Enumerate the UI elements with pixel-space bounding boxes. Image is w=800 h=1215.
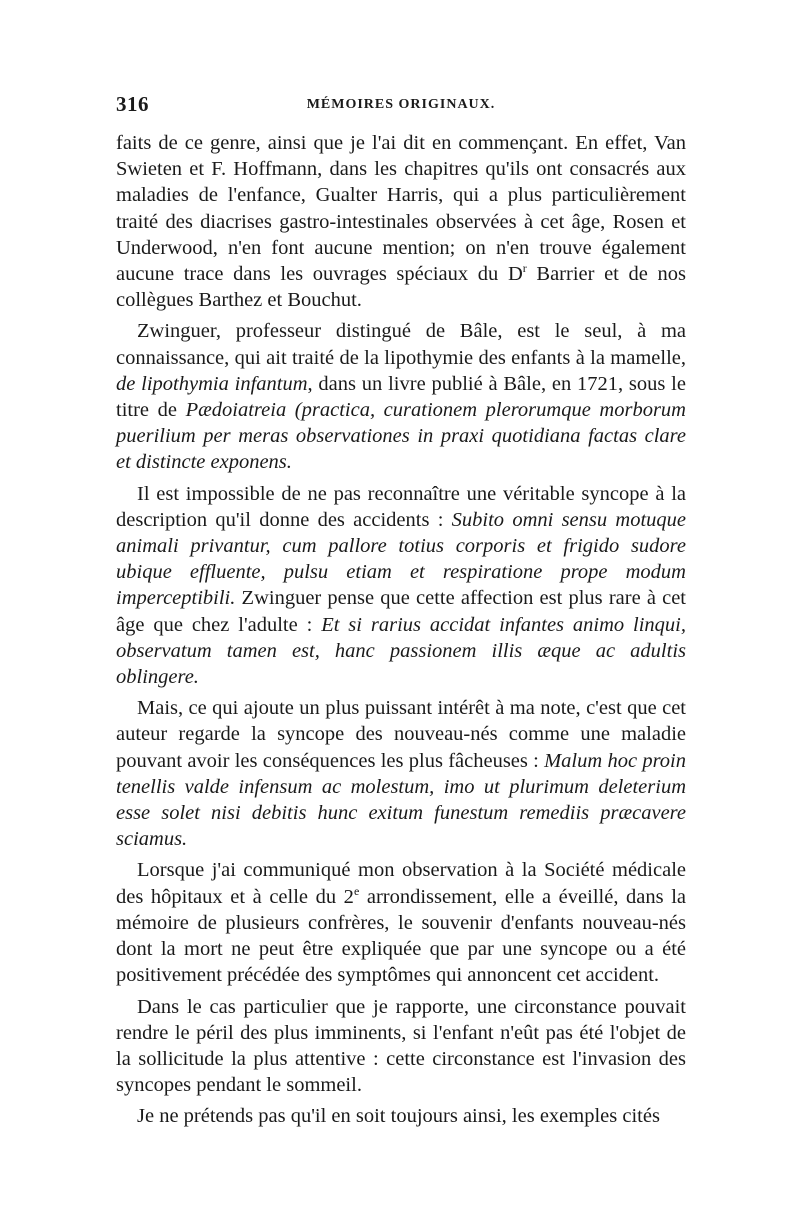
latin-quote: de lipothymia infantum [116,372,308,395]
latin-quote: Et si rarius accidat infantes animo linqui, observatum tamen est, hanc passionem illis æque ac adultis oblingere. [116,613,686,689]
text-run: Zwinguer, professeur distingué de Bâle, est le seul, à ma connaissance, qui ait traité de la lipothymie des enfants à la mamelle, [116,320,686,369]
paragraph-3 [116,481,686,691]
text-run: Zwinguer pense que cette affection est plus rare à cet âge que chez l'adulte : [116,587,686,636]
paragraph-2 [116,318,686,475]
body-text [116,130,686,1135]
text-run: Je ne prétends pas qu'il en soit toujours ainsi, les exemples cités [137,1105,660,1128]
text-run: arrondissement, elle a éveillé, dans la mémoire de plusieurs confrères, le souvenir d'enfants nouveau-nés dont la mort ne peut être expliquée que par une syncope ou a été positivement précédée des symptômes qui annoncent cet accident. [116,885,686,987]
text-run: Barrier et de nos collègues Barthez et Bouchut. [116,263,686,312]
text-run: Dans le cas particulier que je rapporte, une circonstance pouvait rendre le péril des plus imminents, si l'enfant n'eût pas été l'objet de la sollicitude la plus attentive : cette circonstance est l'invasion des syncopes pendant le sommeil. [116,995,686,1097]
latin-quote: Malum hoc proin tenellis valde infensum ac molestum, imo ut plurimum deleterium esse solet nisi debitis hunc exitum funestum remediis præcavere sciamus. [116,749,686,851]
paragraph-7 [116,1103,686,1129]
paragraph-6 [116,994,686,1099]
latin-quote: Subito omni sensu motuque animali privantur, cum pallore totius corporis et frigido sudore ubique effluente, pulsu etiam et respiratione prope modum imperceptibili. [116,508,686,610]
paragraph-5 [116,857,686,988]
text-run: Mais, ce qui ajoute un plus puissant intérêt à ma note, c'est que cet auteur regarde la syncope des nouveau-nés comme une maladie pouvant avoir les conséquences les plus fâcheuses : [116,697,686,772]
page-number: 316 [116,92,149,116]
paragraph-1 [116,130,686,313]
text-run: Il est impossible de ne pas reconnaître une véritable syncope à la description qu'il donne des accidents : [116,482,686,531]
text-run: faits de ce genre, ainsi que je l'ai dit en commençant. En effet, Van Swieten et F. Hoffmann, dans les chapitres qu'ils ont consacrés aux maladies de l'enfance, Gualter Harris, qui a plus particulièrement traité des diacrises gastro-intestinales observées à cet âge, Rosen et Underwood, n'en font aucune mention; on n'en trouve également aucune trace dans les ouvrages spéciaux du D [116,132,686,286]
text-run: , dans un livre publié à Bâle, en 1721, sous le titre de [116,372,686,422]
running-head [116,92,686,122]
superscript: r [522,261,527,276]
running-title: MÉMOIRES ORIGINAUX. [306,97,496,112]
latin-quote: Pædoiatreia (practica, curationem plerorumque morborum puerilium per meras observationes in praxi quotidiana factas clare et distincte exponens. [116,399,686,474]
text-run: Lorsque j'ai communiqué mon observation à la Société médicale des hôpitaux et à celle du 2 [116,859,686,908]
superscript: e [353,883,360,898]
paragraph-4 [116,695,686,852]
